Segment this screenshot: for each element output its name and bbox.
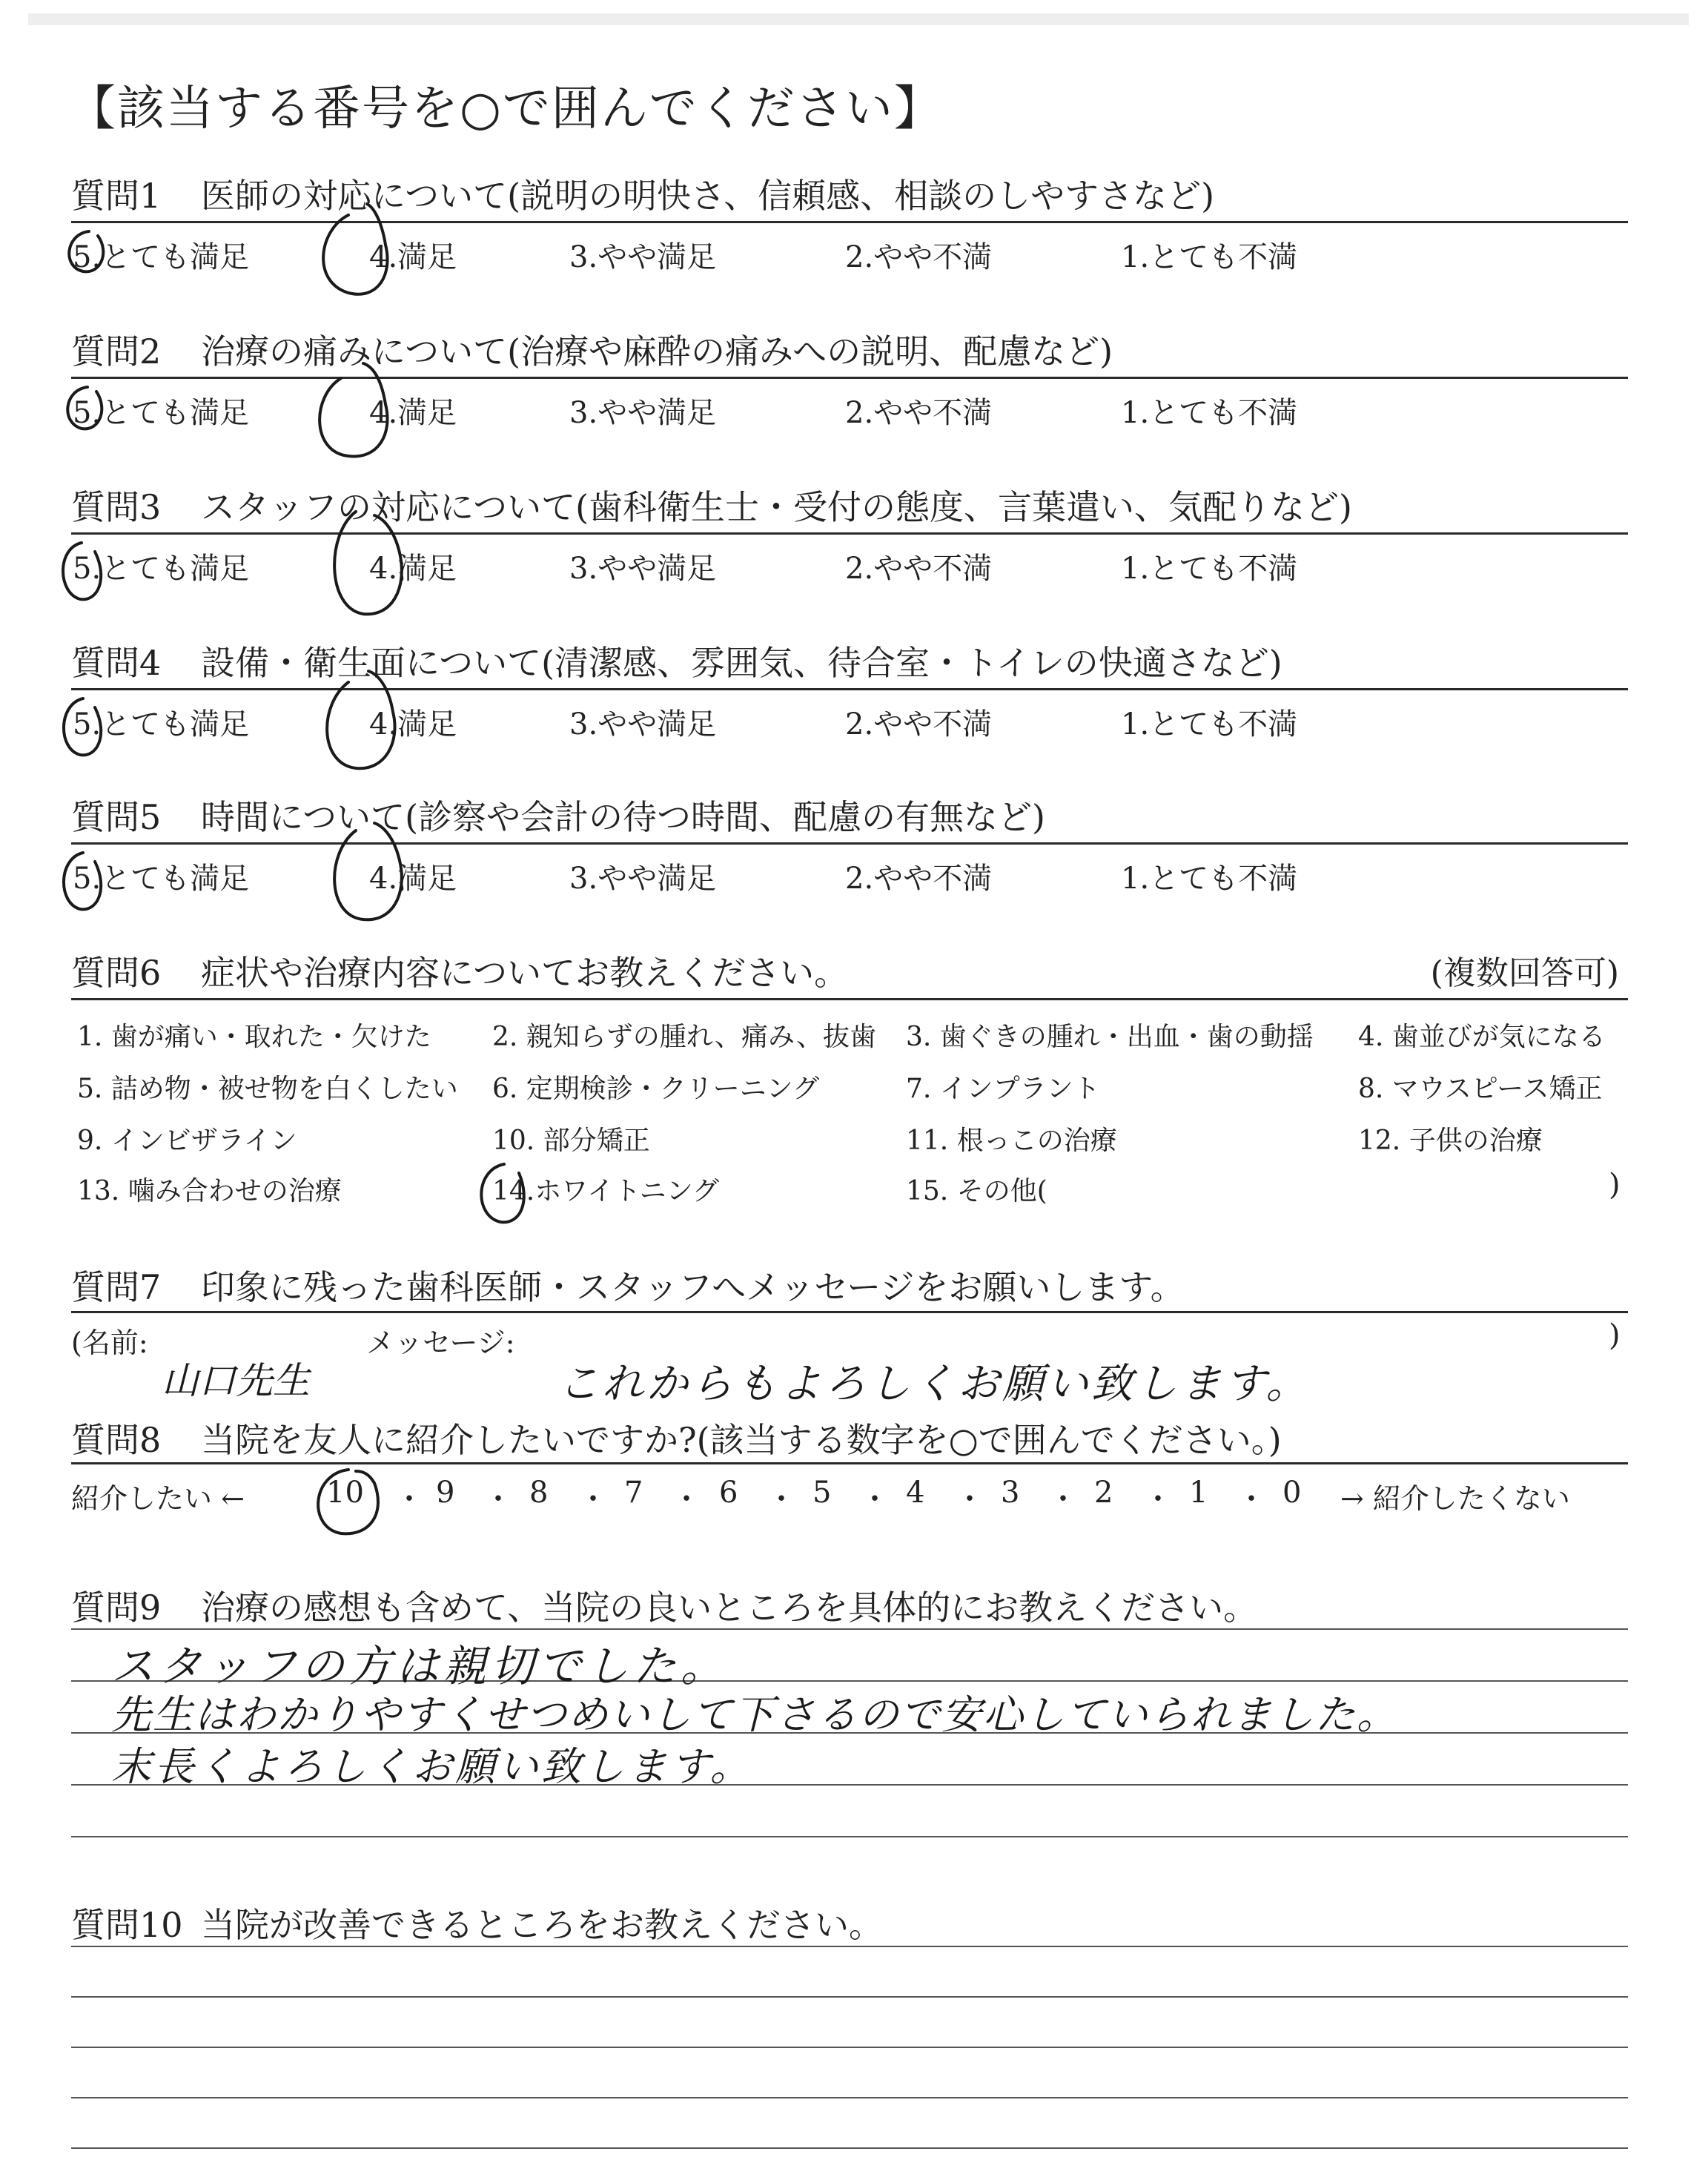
question-number: 質問1 bbox=[71, 176, 162, 216]
question-rule bbox=[71, 1462, 1628, 1464]
question-rule bbox=[71, 998, 1628, 1000]
scale-6[interactable]: 6 bbox=[719, 1476, 738, 1510]
question-1 bbox=[71, 169, 1628, 214]
option-4[interactable]: 4.満足 bbox=[369, 240, 457, 274]
option-5[interactable]: 5.とても満足 bbox=[73, 240, 250, 274]
question-text: スタッフの対応について(歯科衛生士・受付の態度、言葉遣い、気配りなど) bbox=[201, 487, 1352, 527]
option-3[interactable]: 3.やや満足 bbox=[569, 707, 717, 742]
option-3[interactable]: 3.やや満足 bbox=[569, 552, 717, 586]
scale-dot: ・ bbox=[767, 1482, 796, 1516]
question-number: 質問3 bbox=[71, 487, 162, 527]
question-text: 印象に残った歯科医師・スタッフへメッセージをお願いします。 bbox=[201, 1267, 1185, 1307]
question-3 bbox=[71, 480, 1628, 525]
question-rule bbox=[71, 688, 1628, 690]
option-1[interactable]: 1.とても不満 bbox=[1121, 862, 1298, 896]
treatment-option[interactable]: 2. 親知らずの腫れ、痛み、抜歯 bbox=[492, 1022, 877, 1052]
question-5 bbox=[71, 790, 1628, 835]
question-text: 症状や治療内容についてお教えください。 bbox=[201, 953, 849, 993]
scale-3[interactable]: 3 bbox=[1001, 1476, 1020, 1510]
treatment-option-whitening[interactable]: 14.ホワイトニング bbox=[492, 1176, 720, 1206]
option-2[interactable]: 2.やや不満 bbox=[845, 552, 993, 586]
scale-4[interactable]: 4 bbox=[906, 1476, 925, 1510]
option-3[interactable]: 3.やや満足 bbox=[569, 862, 717, 896]
option-1[interactable]: 1.とても不満 bbox=[1121, 396, 1298, 430]
scale-7[interactable]: 7 bbox=[624, 1476, 643, 1510]
question-number: 質問8 bbox=[71, 1420, 162, 1460]
treatment-option[interactable]: 10. 部分矯正 bbox=[492, 1126, 650, 1156]
treatment-option[interactable]: 3. 歯ぐきの腫れ・出血・歯の動揺 bbox=[906, 1022, 1314, 1052]
option-5[interactable]: 5.とても満足 bbox=[73, 707, 250, 742]
treatment-option[interactable]: 6. 定期検診・クリーニング bbox=[492, 1074, 820, 1104]
question-number: 質問7 bbox=[71, 1267, 162, 1307]
question-rule bbox=[71, 1311, 1628, 1313]
answer-line bbox=[71, 2097, 1628, 2098]
option-1[interactable]: 1.とても不満 bbox=[1121, 552, 1298, 586]
name-label: (名前: bbox=[71, 1327, 148, 1359]
question-text: 医師の対応について(説明の明快さ、信頼感、相談のしやすさなど) bbox=[201, 176, 1215, 216]
question-8 bbox=[71, 1413, 1628, 1458]
option-1[interactable]: 1.とても不満 bbox=[1121, 240, 1298, 274]
scale-dot: ・ bbox=[860, 1482, 890, 1516]
answer-line bbox=[71, 1628, 1628, 1630]
question-9 bbox=[71, 1581, 1628, 1628]
question-text: 時間について(診察や会計の待つ時間、配慮の有無など) bbox=[201, 797, 1045, 837]
question-number: 質問10 bbox=[71, 1905, 183, 1945]
handwritten-answer-line: 末長くよろしくお願い致します。 bbox=[111, 1743, 753, 1790]
question-7 bbox=[71, 1261, 1628, 1305]
scale-0[interactable]: 0 bbox=[1282, 1476, 1302, 1510]
treatment-option[interactable]: 5. 詰め物・被せ物を白くしたい bbox=[77, 1074, 458, 1104]
question-rule bbox=[71, 377, 1628, 379]
answer-line bbox=[71, 2047, 1628, 2048]
question-2 bbox=[71, 325, 1628, 369]
handwritten-message: これからもよろしくお願い致します。 bbox=[557, 1360, 1311, 1408]
answer-line bbox=[71, 1996, 1628, 1998]
scale-5[interactable]: 5 bbox=[812, 1476, 832, 1510]
question-number: 質問4 bbox=[71, 643, 162, 683]
answer-line bbox=[71, 1946, 1628, 1947]
question-text: 当院が改善できるところをお教えください。 bbox=[201, 1905, 883, 1945]
handwritten-name: 山口先生 bbox=[162, 1359, 310, 1402]
question-number: 質問5 bbox=[71, 797, 162, 837]
option-4[interactable]: 4.満足 bbox=[369, 552, 457, 586]
scale-dot: ・ bbox=[672, 1482, 701, 1516]
option-5[interactable]: 5.とても満足 bbox=[73, 396, 250, 430]
scan-top-edge bbox=[28, 13, 1689, 25]
scale-dot: ・ bbox=[1237, 1482, 1266, 1516]
option-4[interactable]: 4.満足 bbox=[369, 862, 457, 896]
question-text: 治療の痛みについて(治療や麻酔の痛みへの説明、配慮など) bbox=[201, 331, 1113, 371]
handwritten-answer-line: 先生はわかりやすくせつめいして下さるので安心していられました。 bbox=[111, 1691, 1398, 1738]
scale-10[interactable]: 10 bbox=[326, 1476, 364, 1510]
message-label: メッセージ: bbox=[366, 1327, 515, 1359]
scale-dot: ・ bbox=[1143, 1482, 1173, 1516]
treatment-option[interactable]: 11. 根っこの治療 bbox=[906, 1126, 1117, 1156]
option-2[interactable]: 2.やや不満 bbox=[845, 707, 993, 742]
treatment-option[interactable]: 8. マウスピース矯正 bbox=[1358, 1074, 1603, 1104]
scale-8[interactable]: 8 bbox=[529, 1476, 549, 1510]
scale-1[interactable]: 1 bbox=[1189, 1476, 1208, 1510]
recommend-right-label: → 紹介したくない bbox=[1340, 1482, 1570, 1515]
option-4[interactable]: 4.満足 bbox=[369, 396, 457, 430]
option-4[interactable]: 4.満足 bbox=[369, 707, 457, 742]
treatment-option[interactable]: 13. 噛み合わせの治療 bbox=[77, 1176, 342, 1206]
treatment-option-other[interactable]: 15. その他( bbox=[906, 1176, 1047, 1206]
answer-line bbox=[71, 1836, 1628, 1837]
question-rule bbox=[71, 532, 1628, 535]
scale-dot: ・ bbox=[578, 1482, 608, 1516]
question-number: 質問2 bbox=[71, 331, 162, 371]
question-6 bbox=[71, 946, 1628, 991]
option-5[interactable]: 5.とても満足 bbox=[73, 862, 250, 896]
treatment-option[interactable]: 7. インプラント bbox=[906, 1074, 1100, 1104]
scale-dot: ・ bbox=[1048, 1482, 1078, 1516]
question-text: 治療の感想も含めて、当院の良いところを具体的にお教えください。 bbox=[201, 1588, 1258, 1628]
scale-2[interactable]: 2 bbox=[1094, 1476, 1113, 1510]
option-5[interactable]: 5.とても満足 bbox=[73, 552, 250, 586]
option-2[interactable]: 2.やや不満 bbox=[845, 862, 993, 896]
question-number: 質問6 bbox=[71, 953, 162, 993]
multiple-answer-note: (複数回答可) bbox=[1430, 954, 1619, 992]
option-2[interactable]: 2.やや不満 bbox=[845, 396, 993, 430]
recommend-left-label: 紹介したい ← bbox=[71, 1482, 245, 1515]
scale-dot: ・ bbox=[955, 1482, 984, 1516]
message-close-paren: ) bbox=[1609, 1318, 1621, 1353]
question-4 bbox=[71, 636, 1628, 681]
treatment-option[interactable]: 1. 歯が痛い・取れた・欠けた bbox=[77, 1022, 431, 1052]
scale-dot: ・ bbox=[483, 1482, 513, 1516]
answer-line bbox=[71, 2147, 1628, 2149]
scale-9[interactable]: 9 bbox=[436, 1476, 455, 1510]
option-2[interactable]: 2.やや不満 bbox=[845, 240, 993, 274]
treatment-option[interactable]: 9. インビザライン bbox=[77, 1126, 297, 1156]
other-close-paren: ) bbox=[1609, 1168, 1621, 1202]
form-heading: 【該当する番号を○で囲んでください】 bbox=[68, 82, 943, 136]
option-3[interactable]: 3.やや満足 bbox=[569, 396, 717, 430]
question-rule bbox=[71, 842, 1628, 845]
option-1[interactable]: 1.とても不満 bbox=[1121, 707, 1298, 742]
scale-dot: ・ bbox=[394, 1482, 424, 1516]
treatment-option[interactable]: 12. 子供の治療 bbox=[1358, 1126, 1543, 1156]
treatment-option[interactable]: 4. 歯並びが気になる bbox=[1358, 1022, 1606, 1052]
question-text: 設備・衛生面について(清潔感、雰囲気、待合室・トイレの快適さなど) bbox=[201, 643, 1282, 683]
question-rule bbox=[71, 221, 1628, 223]
handwritten-answer-line: スタッフの方は親切でした。 bbox=[111, 1641, 729, 1691]
option-3[interactable]: 3.やや満足 bbox=[569, 240, 717, 274]
question-text: 当院を友人に紹介したいですか?(該当する数字を○で囲んでください。) bbox=[201, 1420, 1282, 1460]
question-number: 質問9 bbox=[71, 1588, 162, 1628]
question-10 bbox=[71, 1898, 1628, 1943]
